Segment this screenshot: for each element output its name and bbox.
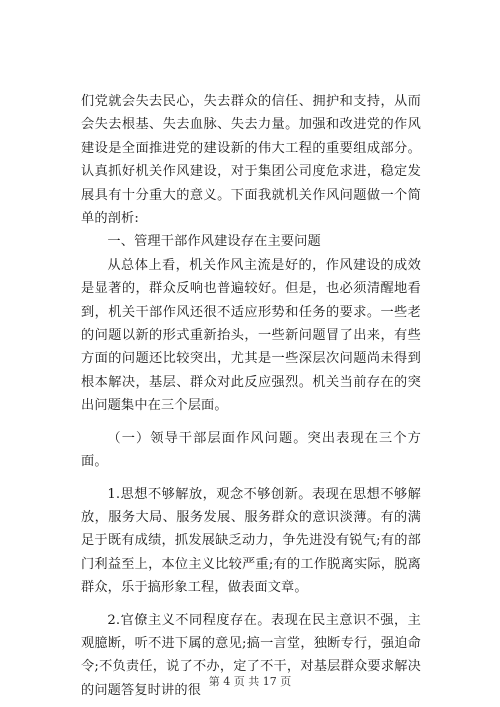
section-heading: 一、管理干部作风建设存在主要问题: [107, 234, 321, 250]
paragraph-overview: 从总体上看，机关作风主流是好的，作风建设的成效是显著的，群众反响也普遍较好。但是，也必须清醒地看到，机关干部作风还很不适应形势和任务的要求。一些老的问题以新的形式重新抬头，一些新问题冒了出来，有些方面的问题还比较突出，尤其是一些深层次问题尚未得到根本解决，基层、群众对此反应强烈。机关当前存在的突出问题集中在三个层面。: [81, 257, 421, 414]
paragraph-point-2: 2.官僚主义不同程度存在。表现在民主意识不强，主观臆断，听不进下属的意见;搞一言堂，独断专行，强迫命令;不负责任，说了不办，定了不干，对基层群众要求解决的问题答复时讲的很: [81, 612, 421, 698]
paragraph-point-1: 1.思想不够解放，观念不够创新。表现在思想不够解放，服务大局、服务发展、服务群众的意识淡薄。有的满足于既有成绩，抓发展缺乏动力，争先进没有锐气;有的部门利益至上，本位主义比较严重;有的工作脱离实际，脱离群众，乐于搞形象工程，做表面文章。: [81, 486, 421, 596]
page-footer: 第 4 页 共 17 页: [208, 675, 292, 688]
subsection-heading: （一）领导干部层面作风问题。突出表现在三个方面。: [81, 430, 421, 470]
body-text: [81, 90, 421, 702]
paragraph-intro: 们党就会失去民心，失去群众的信任、拥护和支持，从而会失去根基、失去血脉、失去力量。加强和改进党的作风建设是全面推进党的建设新的伟大工程的重要组成部分。认真抓好机关作风建设，对于集团公司度危求进，稳定发展具有十分重大的意义。下面我就机关作风问题做一个简单的剖析:: [81, 94, 421, 227]
